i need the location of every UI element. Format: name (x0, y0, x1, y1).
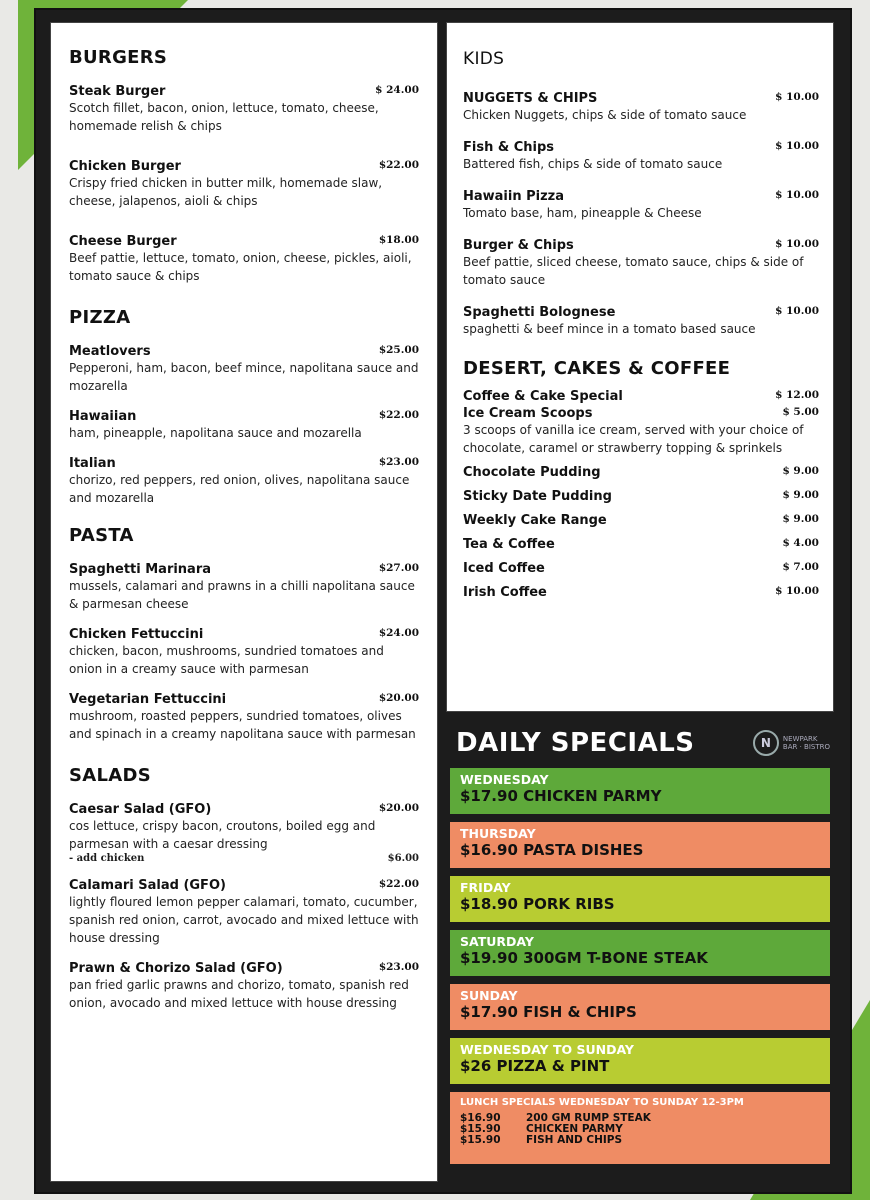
pasta-section (69, 562, 419, 743)
lunch-price: $15.90 (460, 1123, 501, 1135)
special-day: WEDNESDAY TO SUNDAY (460, 1042, 634, 1057)
logo-text (783, 735, 830, 751)
left-menu-panel (50, 22, 438, 1182)
special-band-sunday (450, 984, 830, 1030)
lunch-row (460, 1113, 820, 1124)
lunch-specials-band (450, 1092, 830, 1164)
item-name: Ice Cream Scoops (463, 406, 593, 421)
special-deal: $17.90 FISH & CHIPS (460, 1003, 637, 1021)
menu-item (463, 465, 819, 480)
item-price: $ 10.00 (775, 585, 819, 597)
item-price: $ 10.00 (775, 189, 819, 201)
item-price: $27.00 (378, 562, 419, 574)
item-price: $20.00 (378, 802, 419, 814)
kids-heading: KIDS (463, 49, 505, 69)
menu-item (463, 238, 819, 289)
special-band-thursday (450, 822, 830, 868)
burgers-heading: BURGERS (69, 47, 168, 68)
salads-section (69, 802, 419, 1012)
item-name: Calamari Salad (GFO) (69, 878, 226, 893)
item-description: lightly floured lemon pepper calamari, tomato, cucumber, spanish red onion, carrot, avocado and mixed lettuce with house dressing (69, 895, 419, 945)
item-description: Beef pattie, lettuce, tomato, onion, cheese, pickles, aioli, tomato sauce & chips (69, 251, 412, 283)
item-name: Spaghetti Bolognese (463, 305, 616, 320)
lunch-item: 200 GM RUMP STEAK (526, 1112, 651, 1124)
item-price: $ 10.00 (775, 238, 819, 250)
menu-item (69, 878, 419, 947)
special-deal: $19.90 300GM T-BONE STEAK (460, 949, 708, 967)
item-name: Hawaiian (69, 409, 137, 424)
item-name: Hawaiin Pizza (463, 189, 565, 204)
daily-specials-section (446, 720, 834, 1180)
menu-item (463, 585, 819, 600)
item-price: $ 9.00 (782, 513, 819, 525)
pizza-section (69, 344, 419, 507)
special-day: THURSDAY (460, 826, 536, 841)
menu-item (463, 489, 819, 504)
menu-item (69, 692, 419, 743)
pizza-heading: PIZZA (69, 307, 131, 328)
item-name: Weekly Cake Range (463, 513, 607, 528)
item-name: Steak Burger (69, 84, 166, 99)
pasta-heading: PASTA (69, 525, 134, 546)
item-price: $ 10.00 (775, 305, 819, 317)
item-name: Italian (69, 456, 116, 471)
menu-item (463, 189, 819, 222)
item-price: $22.00 (378, 159, 419, 171)
addon-label: - add chicken (69, 853, 145, 864)
item-name: Tea & Coffee (463, 537, 555, 552)
menu-item (463, 91, 819, 124)
special-band-wednesday (450, 768, 830, 814)
menu-item (463, 140, 819, 173)
item-price: $20.00 (378, 692, 419, 704)
item-price: $ 24.00 (375, 84, 419, 96)
logo-line1: NEWPARK (782, 735, 818, 743)
item-description: cos lettuce, crispy bacon, croutons, boiled egg and parmesan with a caesar dressing (69, 819, 376, 851)
lunch-price: $15.90 (460, 1134, 501, 1146)
item-name: Chicken Fettuccini (69, 627, 204, 642)
item-name: Chicken Burger (69, 159, 181, 174)
item-description: Beef pattie, sliced cheese, tomato sauce, chips & side of tomato sauce (463, 255, 804, 287)
item-price: $ 4.00 (782, 537, 819, 549)
menu-item (69, 456, 419, 507)
item-description: Pepperoni, ham, bacon, beef mince, napolitana sauce and mozarella (69, 361, 419, 393)
lunch-price: $16.90 (460, 1112, 501, 1124)
item-price: $ 9.00 (782, 465, 819, 477)
item-name: Spaghetti Marinara (69, 562, 212, 577)
lunch-specials-title: LUNCH SPECIALS WEDNESDAY TO SUNDAY 12-3PM (460, 1097, 744, 1108)
item-name: Caesar Salad (GFO) (69, 802, 212, 817)
special-day: SATURDAY (460, 934, 534, 949)
item-price: $22.00 (378, 878, 419, 890)
item-price: $22.00 (378, 409, 419, 421)
special-deal: $26 PIZZA & PINT (460, 1057, 610, 1075)
special-day: SUNDAY (460, 988, 518, 1003)
special-band-wed-to-sun (450, 1038, 830, 1084)
menu-sheet (34, 8, 852, 1194)
daily-specials-title: DAILY SPECIALS (456, 728, 695, 758)
menu-item (69, 159, 419, 210)
item-description: Battered fish, chips & side of tomato sauce (463, 157, 723, 171)
salads-heading: SALADS (69, 765, 152, 786)
item-description: Tomato base, ham, pineapple & Cheese (463, 206, 702, 220)
menu-item (69, 627, 419, 678)
special-day: WEDNESDAY (460, 772, 549, 787)
item-name: Chocolate Pudding (463, 465, 601, 480)
item-name: Vegetarian Fettuccini (69, 692, 227, 707)
item-description: ham, pineapple, napolitana sauce and mozarella (69, 426, 362, 440)
item-price: $ 10.00 (775, 140, 819, 152)
item-price: $ 10.00 (775, 91, 819, 103)
lunch-item: CHICKEN PARMY (526, 1123, 623, 1135)
item-name: Cheese Burger (69, 234, 177, 249)
menu-item (463, 561, 819, 576)
item-description: mussels, calamari and prawns in a chilli napolitana sauce & parmesan cheese (69, 579, 415, 611)
item-price: $23.00 (378, 961, 419, 973)
menu-item (69, 344, 419, 395)
item-price: $ 7.00 (782, 561, 819, 573)
addon-row (69, 853, 419, 864)
item-description: chicken, bacon, mushrooms, sundried tomatoes and onion in a creamy sauce with parmesan (69, 644, 384, 676)
item-description: Crispy fried chicken in butter milk, homemade slaw, cheese, jalapenos, aioli & chips (69, 176, 383, 208)
menu-item (69, 961, 419, 1012)
item-description: mushroom, roasted peppers, sundried tomatoes, olives and spinach in a creamy napolitana sauce with parmesan (69, 709, 416, 741)
item-price: $23.00 (378, 456, 419, 468)
item-name: Fish & Chips (463, 140, 555, 155)
item-name: Burger & Chips (463, 238, 574, 253)
item-price: $18.00 (378, 234, 419, 246)
item-description: Chicken Nuggets, chips & side of tomato sauce (463, 108, 747, 122)
item-name: Irish Coffee (463, 585, 547, 600)
item-description: chorizo, red peppers, red onion, olives, napolitana sauce and mozarella (69, 473, 410, 505)
item-name: NUGGETS & CHIPS (463, 91, 598, 106)
daily-specials-header (446, 720, 834, 768)
right-menu-panel (446, 22, 834, 712)
menu-item (463, 513, 819, 528)
lunch-row (460, 1124, 820, 1135)
newpark-logo (753, 730, 830, 756)
menu-item (69, 409, 419, 442)
dessert-heading: DESERT, CAKES & COFFEE (463, 358, 731, 379)
logo-line2: BAR · BISTRO (782, 743, 830, 751)
item-name: Sticky Date Pudding (463, 489, 612, 504)
item-price: $25.00 (378, 344, 419, 356)
item-name: Meatlovers (69, 344, 151, 359)
menu-item (463, 537, 819, 552)
special-deal: $18.90 PORK RIBS (460, 895, 615, 913)
lunch-row (460, 1135, 820, 1146)
special-band-friday (450, 876, 830, 922)
item-price: $ 9.00 (782, 489, 819, 501)
item-price: $ 5.00 (782, 406, 819, 418)
item-description: pan fried garlic prawns and chorizo, tomato, spanish red onion, avocado and mixed lettuce with house dressing (69, 978, 409, 1010)
menu-item (463, 406, 819, 457)
dessert-section (463, 389, 819, 600)
item-name: Prawn & Chorizo Salad (GFO) (69, 961, 283, 976)
logo-badge-icon: N (753, 730, 779, 756)
item-description: spaghetti & beef mince in a tomato based sauce (463, 322, 756, 336)
item-description: 3 scoops of vanilla ice cream, served with your choice of chocolate, caramel or strawberry topping & sprinkels (463, 423, 804, 455)
lunch-item: FISH AND CHIPS (526, 1134, 623, 1146)
special-deal: $16.90 PASTA DISHES (460, 841, 644, 859)
item-price: $24.00 (378, 627, 419, 639)
special-day: FRIDAY (460, 880, 511, 895)
burgers-section (69, 84, 419, 285)
item-description: Scotch fillet, bacon, onion, lettuce, tomato, cheese, homemade relish & chips (69, 101, 379, 133)
menu-item (463, 389, 819, 404)
item-name: Coffee & Cake Special (463, 389, 623, 404)
item-price: $ 12.00 (775, 389, 819, 401)
menu-item (463, 305, 819, 338)
addon-price: $6.00 (387, 853, 419, 864)
menu-item (69, 234, 419, 285)
menu-item (69, 562, 419, 613)
item-name: Iced Coffee (463, 561, 545, 576)
special-band-saturday (450, 930, 830, 976)
menu-item (69, 802, 419, 864)
menu-item (69, 84, 419, 135)
special-deal: $17.90 CHICKEN PARMY (460, 787, 662, 805)
kids-section (463, 91, 819, 338)
